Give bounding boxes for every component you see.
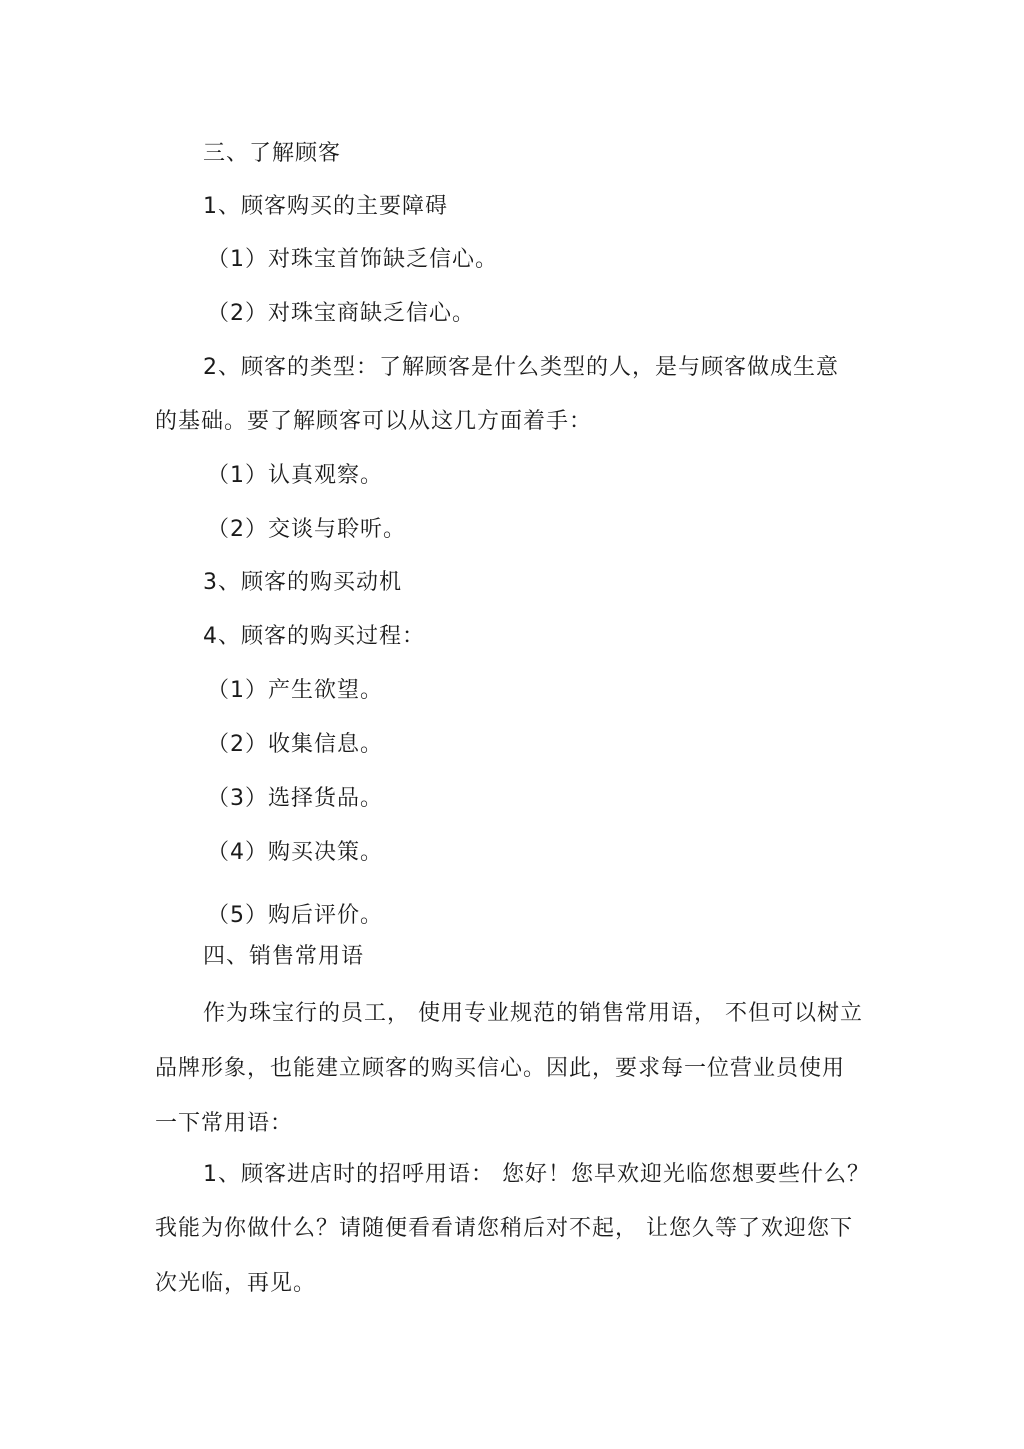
subheading-purchase-obstacles: 1、顾客购买的主要障碍 [203,194,448,219]
subheading-purchase-motivation: 3、顾客的购买动机 [203,570,402,595]
paragraph-line: 品牌形象，也能建立顾客的购买信心。因此，要求每一位营业员使用 [155,1056,846,1081]
list-item: （1）产生欲望。 [207,678,383,703]
list-item: （5）购后评价。 [207,903,383,928]
paragraph-line: 次光临，再见。 [155,1271,317,1296]
paragraph-line: 一下常用语： [155,1111,294,1136]
paragraph-line: 我能为你做什么？请随便看看请您稍后对不起， 让您久等了欢迎您下 [155,1216,853,1241]
paragraph-line: 作为珠宝行的员工， 使用专业规范的销售常用语， 不但可以树立 [203,1001,863,1026]
section-heading-understand-customers: 三、了解顾客 [203,141,342,166]
list-item: （2）交谈与聆听。 [207,517,406,542]
paragraph-line: 的基础。要了解顾客可以从这几方面着手： [155,409,593,434]
list-item: （3）选择货品。 [207,786,383,811]
section-heading-sales-phrases: 四、销售常用语 [203,944,365,969]
paragraph-line: 1、顾客进店时的招呼用语： 您好！您早欢迎光临您想要些什么？ [203,1162,870,1187]
subheading-purchase-process: 4、顾客的购买过程： [203,624,425,649]
list-item: （2）收集信息。 [207,732,383,757]
list-item: （2）对珠宝商缺乏信心。 [207,301,475,326]
paragraph-line: 2、顾客的类型：了解顾客是什么类型的人，是与顾客做成生意 [203,355,839,380]
list-item: （1）对珠宝首饰缺乏信心。 [207,247,498,272]
list-item: （4）购买决策。 [207,840,383,865]
list-item: （1）认真观察。 [207,463,383,488]
